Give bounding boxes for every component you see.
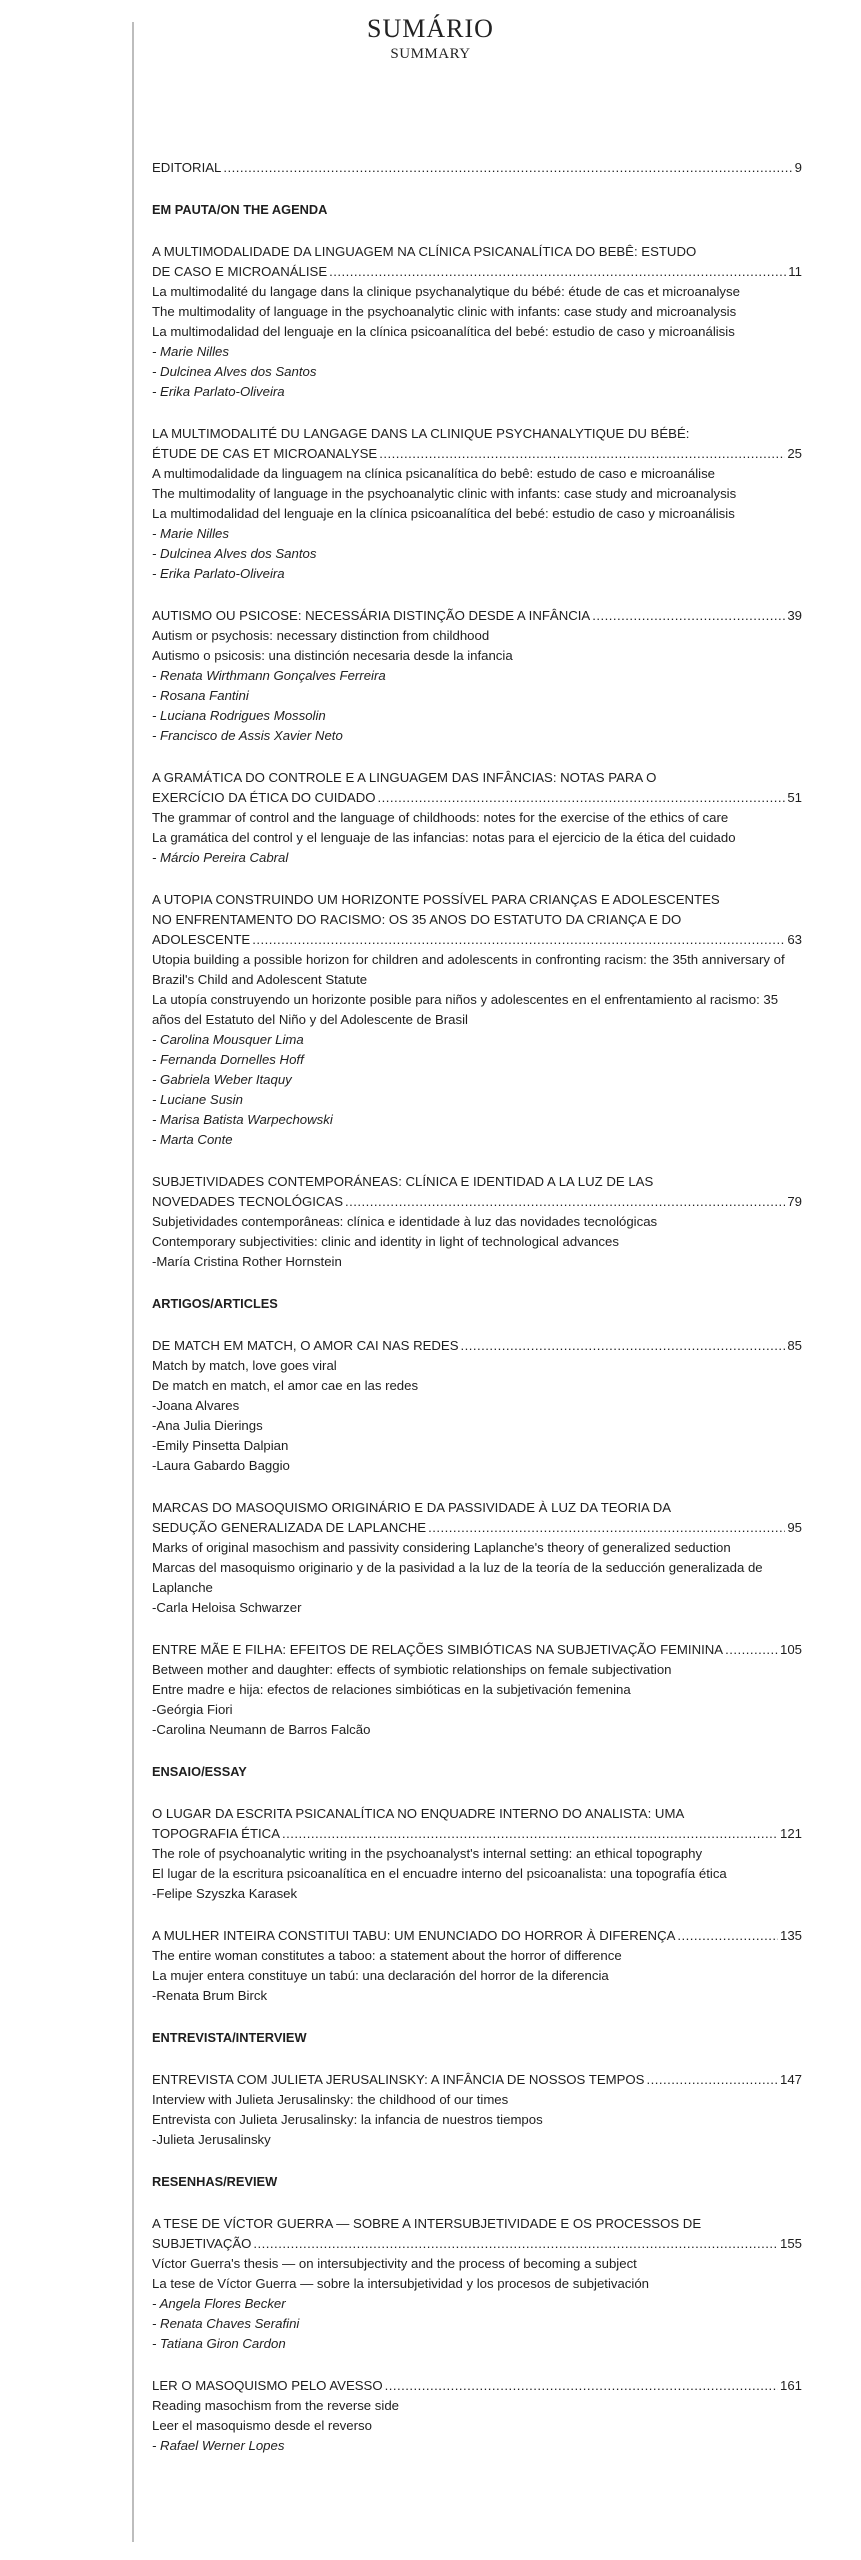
entry-translation: Utopia building a possible horizon for children and adolescents in confronting racism: the 35th anniversary of Brazil's Child and Adolescent Statute — [152, 952, 785, 987]
entry-translation: Leer el masoquismo desde el reverso — [152, 2418, 372, 2433]
page-number: 9 — [794, 160, 802, 175]
dot-leader — [592, 606, 785, 626]
entry-author: -Geórgia Fiori — [152, 1702, 233, 1717]
toc-entry[interactable] — [152, 1498, 802, 1618]
entry-translation: El lugar de la escritura psicoanalítica en el encuadre interno del psicoanalista: una topografía ética — [152, 1866, 727, 1881]
table-of-contents — [152, 158, 802, 2478]
entry-title-line: SEDUÇÃO GENERALIZADA DE LAPLANCHE — [152, 1520, 427, 1535]
entry-title-last-line — [152, 788, 802, 808]
dot-leader — [282, 1824, 778, 1844]
dot-leader — [252, 930, 785, 950]
toc-entry[interactable] — [152, 1804, 802, 1904]
entry-author: - Carolina Mousquer Lima — [152, 1032, 304, 1047]
entry-title — [152, 1172, 802, 1212]
entry-translation: De match en match, el amor cae en las redes — [152, 1378, 419, 1393]
entry-translation: Autismo o psicosis: una distinción necesaria desde la infancia — [152, 648, 513, 663]
entry-title-last-line — [152, 2070, 802, 2090]
entry-title-line: A TESE DE VÍCTOR GUERRA — SOBRE A INTERSUBJETIVIDADE E OS PROCESSOS DE — [152, 2216, 702, 2231]
toc-entry[interactable] — [152, 2214, 802, 2354]
entry-title — [152, 890, 802, 950]
entry-title — [152, 1498, 802, 1538]
page-number: 95 — [787, 1520, 802, 1535]
entry-title-line: TOPOGRAFIA ÉTICA — [152, 1826, 280, 1841]
toc-entry[interactable] — [152, 2376, 802, 2456]
entry-title-line: DE CASO E MICROANÁLISE — [152, 264, 328, 279]
entry-title-line: AUTISMO OU PSICOSE: NECESSÁRIA DISTINÇÃO DESDE A INFÂNCIA — [152, 608, 591, 623]
dot-leader — [223, 158, 792, 178]
entry-title-line: DE MATCH EM MATCH, O AMOR CAI NAS REDES — [152, 1338, 459, 1353]
entry-translation: Interview with Julieta Jerusalinsky: the childhood of our times — [152, 2092, 509, 2107]
toc-entry[interactable] — [152, 1926, 802, 2006]
entry-translation: Subjetividades contemporâneas: clínica e identidade à luz das novidades tecnológicas — [152, 1214, 658, 1229]
entry-title — [152, 606, 802, 626]
entry-title-last-line — [152, 1640, 802, 1660]
entry-translation: Entre madre e hija: efectos de relaciones simbióticas en la subjetivación femenina — [152, 1682, 631, 1697]
entry-translation: Between mother and daughter: effects of symbiotic relationships on female subjectivation — [152, 1662, 672, 1677]
entry-translation: Marcas del masoquismo originario y de la pasividad a la luz de la teoría de la seducción generalizada de Laplanche — [152, 1560, 763, 1595]
entry-author: - Marta Conte — [152, 1132, 233, 1147]
entry-translation: La multimodalité du langage dans la clinique psychanalytique du bébé: étude de cas et microanalyse — [152, 284, 740, 299]
entry-title-line: ENTRE MÃE E FILHA: EFEITOS DE RELAÇÕES SIMBIÓTICAS NA SUBJETIVAÇÃO FEMININA — [152, 1642, 724, 1657]
entry-translation: Reading masochism from the reverse side — [152, 2398, 400, 2413]
entry-author: -María Cristina Rother Hornstein — [152, 1254, 342, 1269]
entry-title-last-line — [152, 606, 802, 626]
entry-title — [152, 2376, 802, 2396]
entry-title-line: A UTOPIA CONSTRUINDO UM HORIZONTE POSSÍVEL PARA CRIANÇAS E ADOLESCENTES — [152, 892, 720, 907]
page-number: 135 — [779, 1928, 802, 1943]
entry-title — [152, 424, 802, 464]
entry-author: -Carolina Neumann de Barros Falcão — [152, 1722, 371, 1737]
page-number: 105 — [779, 1642, 802, 1657]
dot-leader — [461, 1336, 786, 1356]
page-number: 85 — [787, 1338, 802, 1353]
entry-title-line: LA MULTIMODALITÉ DU LANGAGE DANS LA CLINIQUE PSYCHANALYTIQUE DU BÉBÉ: — [152, 426, 690, 441]
toc-entry[interactable] — [152, 1336, 802, 1476]
dot-leader — [378, 788, 786, 808]
entry-translation: La utopía construyendo un horizonte posible para niños y adolescentes en el enfrentamiento al racismo: 35 años del Estatuto del Niño y del Adolescente de Brasil — [152, 992, 779, 1027]
section-heading: ENSAIO/ESSAY — [152, 1764, 247, 1779]
entry-title-last-line — [152, 262, 802, 282]
entry-title-line: ÉTUDE DE CAS ET MICROANALYSE — [152, 446, 378, 461]
entry-title — [152, 242, 802, 282]
entry-author: - Luciana Rodrigues Mossolin — [152, 708, 326, 723]
entry-author: -Carla Heloisa Schwarzer — [152, 1600, 302, 1615]
page-subtitle: SUMMARY — [390, 46, 471, 62]
toc-entry-editorial[interactable] — [152, 158, 802, 178]
entry-author: -Emily Pinsetta Dalpian — [152, 1438, 289, 1453]
entry-title-line: A GRAMÁTICA DO CONTROLE E A LINGUAGEM DAS INFÂNCIAS: NOTAS PARA O — [152, 770, 657, 785]
entry-author: - Francisco de Assis Xavier Neto — [152, 728, 343, 743]
page-number: 121 — [779, 1826, 802, 1841]
entry-title-line: ADOLESCENTE — [152, 932, 251, 947]
entry-title — [152, 1926, 802, 1946]
entry-translation: La tese de Víctor Guerra — sobre la intersubjetividad y los procesos de subjetivación — [152, 2276, 649, 2291]
entry-title — [152, 768, 802, 808]
entry-author: - Rosana Fantini — [152, 688, 249, 703]
page-number: 25 — [787, 446, 802, 461]
dot-leader — [646, 2070, 778, 2090]
entry-title-last-line — [152, 2376, 802, 2396]
entry-title-last-line — [152, 1192, 802, 1212]
entry-translation: La mujer entera constituye un tabú: una declaración del horror de la diferencia — [152, 1968, 609, 1983]
entry-translation: La multimodalidad del lenguaje en la clínica psicoanalítica del bebé: estudio de caso y microanálisis — [152, 324, 735, 339]
entry-title-line: A MULHER INTEIRA CONSTITUI TABU: UM ENUNCIADO DO HORROR À DIFERENÇA — [152, 1928, 676, 1943]
page-number: 39 — [787, 608, 802, 623]
entry-translation: Match by match, love goes viral — [152, 1358, 337, 1373]
entry-author: -Renata Brum Birck — [152, 1988, 268, 2003]
section-heading: EM PAUTA/ON THE AGENDA — [152, 202, 328, 217]
dot-leader — [253, 2234, 778, 2254]
entry-title-line: A MULTIMODALIDADE DA LINGUAGEM NA CLÍNICA PSICANALÍTICA DO BEBÊ: ESTUDO — [152, 244, 697, 259]
entry-author: - Erika Parlato-Oliveira — [152, 384, 285, 399]
page-number: 11 — [788, 264, 802, 279]
dot-leader — [677, 1926, 778, 1946]
dot-leader — [385, 2376, 778, 2396]
entry-title-line: ENTREVISTA COM JULIETA JERUSALINSKY: A INFÂNCIA DE NOSSOS TEMPOS — [152, 2072, 645, 2087]
entry-translation: Contemporary subjectivities: clinic and identity in light of technological advances — [152, 1234, 619, 1249]
entry-translation: The entire woman constitutes a taboo: a statement about the horror of difference — [152, 1948, 622, 1963]
entry-author: -Joana Alvares — [152, 1398, 240, 1413]
entry-title-line: NO ENFRENTAMENTO DO RACISMO: OS 35 ANOS DO ESTATUTO DA CRIANÇA E DO — [152, 912, 682, 927]
entry-translation: La gramática del control y el lenguaje de las infancias: notas para el ejercicio de la ética del cuidado — [152, 830, 736, 845]
entry-title-last-line — [152, 930, 802, 950]
entry-author: - Rafael Werner Lopes — [152, 2438, 285, 2453]
entry-author: - Erika Parlato-Oliveira — [152, 566, 285, 581]
toc-entry[interactable] — [152, 1172, 802, 1272]
page-number: 51 — [787, 790, 802, 805]
entry-author: - Márcio Pereira Cabral — [152, 850, 289, 865]
toc-entry[interactable] — [152, 1640, 802, 1740]
entry-title-last-line — [152, 1518, 802, 1538]
dot-leader — [379, 444, 785, 464]
entry-title — [152, 1640, 802, 1660]
entry-title-last-line — [152, 1926, 802, 1946]
dot-leader — [725, 1640, 778, 1660]
section-heading: RESENHAS/REVIEW — [152, 2174, 278, 2189]
entry-author: - Marie Nilles — [152, 526, 229, 541]
entry-author: -Julieta Jerusalinsky — [152, 2132, 271, 2147]
entry-translation: The grammar of control and the language of childhoods: notes for the exercise of the ethics of care — [152, 810, 729, 825]
entry-translation: A multimodalidade da linguagem na clínica psicanalítica do bebê: estudo de caso e microanálise — [152, 466, 716, 481]
toc-entry[interactable] — [152, 424, 802, 584]
entry-author: - Marisa Batista Warpechowski — [152, 1112, 333, 1127]
toc-entry[interactable] — [152, 768, 802, 868]
entry-title — [152, 2070, 802, 2090]
entry-translation: Autism or psychosis: necessary distinction from childhood — [152, 628, 490, 643]
entry-title-last-line — [152, 444, 802, 464]
entry-title-line: NOVEDADES TECNOLÓGICAS — [152, 1194, 344, 1209]
entry-author: - Luciane Susin — [152, 1092, 243, 1107]
entry-title-last-line — [152, 1336, 802, 1356]
entry-author: -Laura Gabardo Baggio — [152, 1458, 290, 1473]
dot-leader — [329, 262, 786, 282]
entry-author: - Renata Chaves Serafini — [152, 2316, 300, 2331]
entry-title-line: MARCAS DO MASOQUISMO ORIGINÁRIO E DA PASSIVIDADE À LUZ DA TEORIA DA — [152, 1500, 672, 1515]
dot-leader — [345, 1192, 785, 1212]
entry-author: - Angela Flores Becker — [152, 2296, 286, 2311]
toc-entry[interactable] — [152, 242, 802, 402]
entry-translation: La multimodalidad del lenguaje en la clínica psicoanalítica del bebé: estudio de caso y microanálisis — [152, 506, 735, 521]
entry-translation: Marks of original masochism and passivity considering Laplanche's theory of generalized seduction — [152, 1540, 731, 1555]
toc-entry[interactable] — [152, 606, 802, 746]
page-title: SUMÁRIO — [367, 14, 494, 43]
entry-title-line: LER O MASOQUISMO PELO AVESSO — [152, 2378, 383, 2393]
entry-author: -Felipe Szyszka Karasek — [152, 1886, 298, 1901]
sections — [152, 200, 802, 2456]
entry-title-last-line — [152, 1824, 802, 1844]
section-heading: ENTREVISTA/INTERVIEW — [152, 2030, 307, 2045]
page-number: 63 — [787, 932, 802, 947]
entry-author: - Tatiana Giron Cardon — [152, 2336, 286, 2351]
entry-title-last-line — [152, 2234, 802, 2254]
section-heading: ARTIGOS/ARTICLES — [152, 1296, 278, 1311]
entry-translation: Entrevista con Julieta Jerusalinsky: la infancia de nuestros tiempos — [152, 2112, 543, 2127]
entry-author: - Fernanda Dornelles Hoff — [152, 1052, 304, 1067]
page-number: 161 — [779, 2378, 802, 2393]
entry-translation: The multimodality of language in the psychoanalytic clinic with infants: case study and microanalysis — [152, 304, 737, 319]
margin-rule — [132, 22, 134, 2542]
page-number: 147 — [779, 2072, 802, 2087]
entry-title-line: SUBJETIVAÇÃO — [152, 2236, 252, 2251]
entry-author: - Marie Nilles — [152, 344, 229, 359]
entry-title — [152, 1804, 802, 1844]
entry-title — [152, 2214, 802, 2254]
toc-entry[interactable] — [152, 2070, 802, 2150]
entry-title — [152, 1336, 802, 1356]
entry-title-line: O LUGAR DA ESCRITA PSICANALÍTICA NO ENQUADRE INTERNO DO ANALISTA: UMA — [152, 1806, 685, 1821]
entry-author: - Dulcinea Alves dos Santos — [152, 364, 317, 379]
entry-title-line: SUBJETIVIDADES CONTEMPORÁNEAS: CLÍNICA E IDENTIDAD A LA LUZ DE LAS — [152, 1174, 654, 1189]
toc-entry[interactable] — [152, 890, 802, 1150]
page-number: 155 — [779, 2236, 802, 2251]
entry-translation: The multimodality of language in the psychoanalytic clinic with infants: case study and microanalysis — [152, 486, 737, 501]
page-number: 79 — [787, 1194, 802, 1209]
entry-title-line: EXERCÍCIO DA ÉTICA DO CUIDADO — [152, 790, 376, 805]
entry-translation: Víctor Guerra's thesis — on intersubjectivity and the process of becoming a subject — [152, 2256, 637, 2271]
entry-translation: The role of psychoanalytic writing in the psychoanalyst's internal setting: an ethical topography — [152, 1846, 703, 1861]
dot-leader — [428, 1518, 785, 1538]
entry-author: -Ana Julia Dierings — [152, 1418, 263, 1433]
entry-author: - Gabriela Weber Itaquy — [152, 1072, 292, 1087]
entry-author: - Renata Wirthmann Gonçalves Ferreira — [152, 668, 386, 683]
entry-title: EDITORIAL — [152, 160, 222, 175]
entry-author: - Dulcinea Alves dos Santos — [152, 546, 317, 561]
